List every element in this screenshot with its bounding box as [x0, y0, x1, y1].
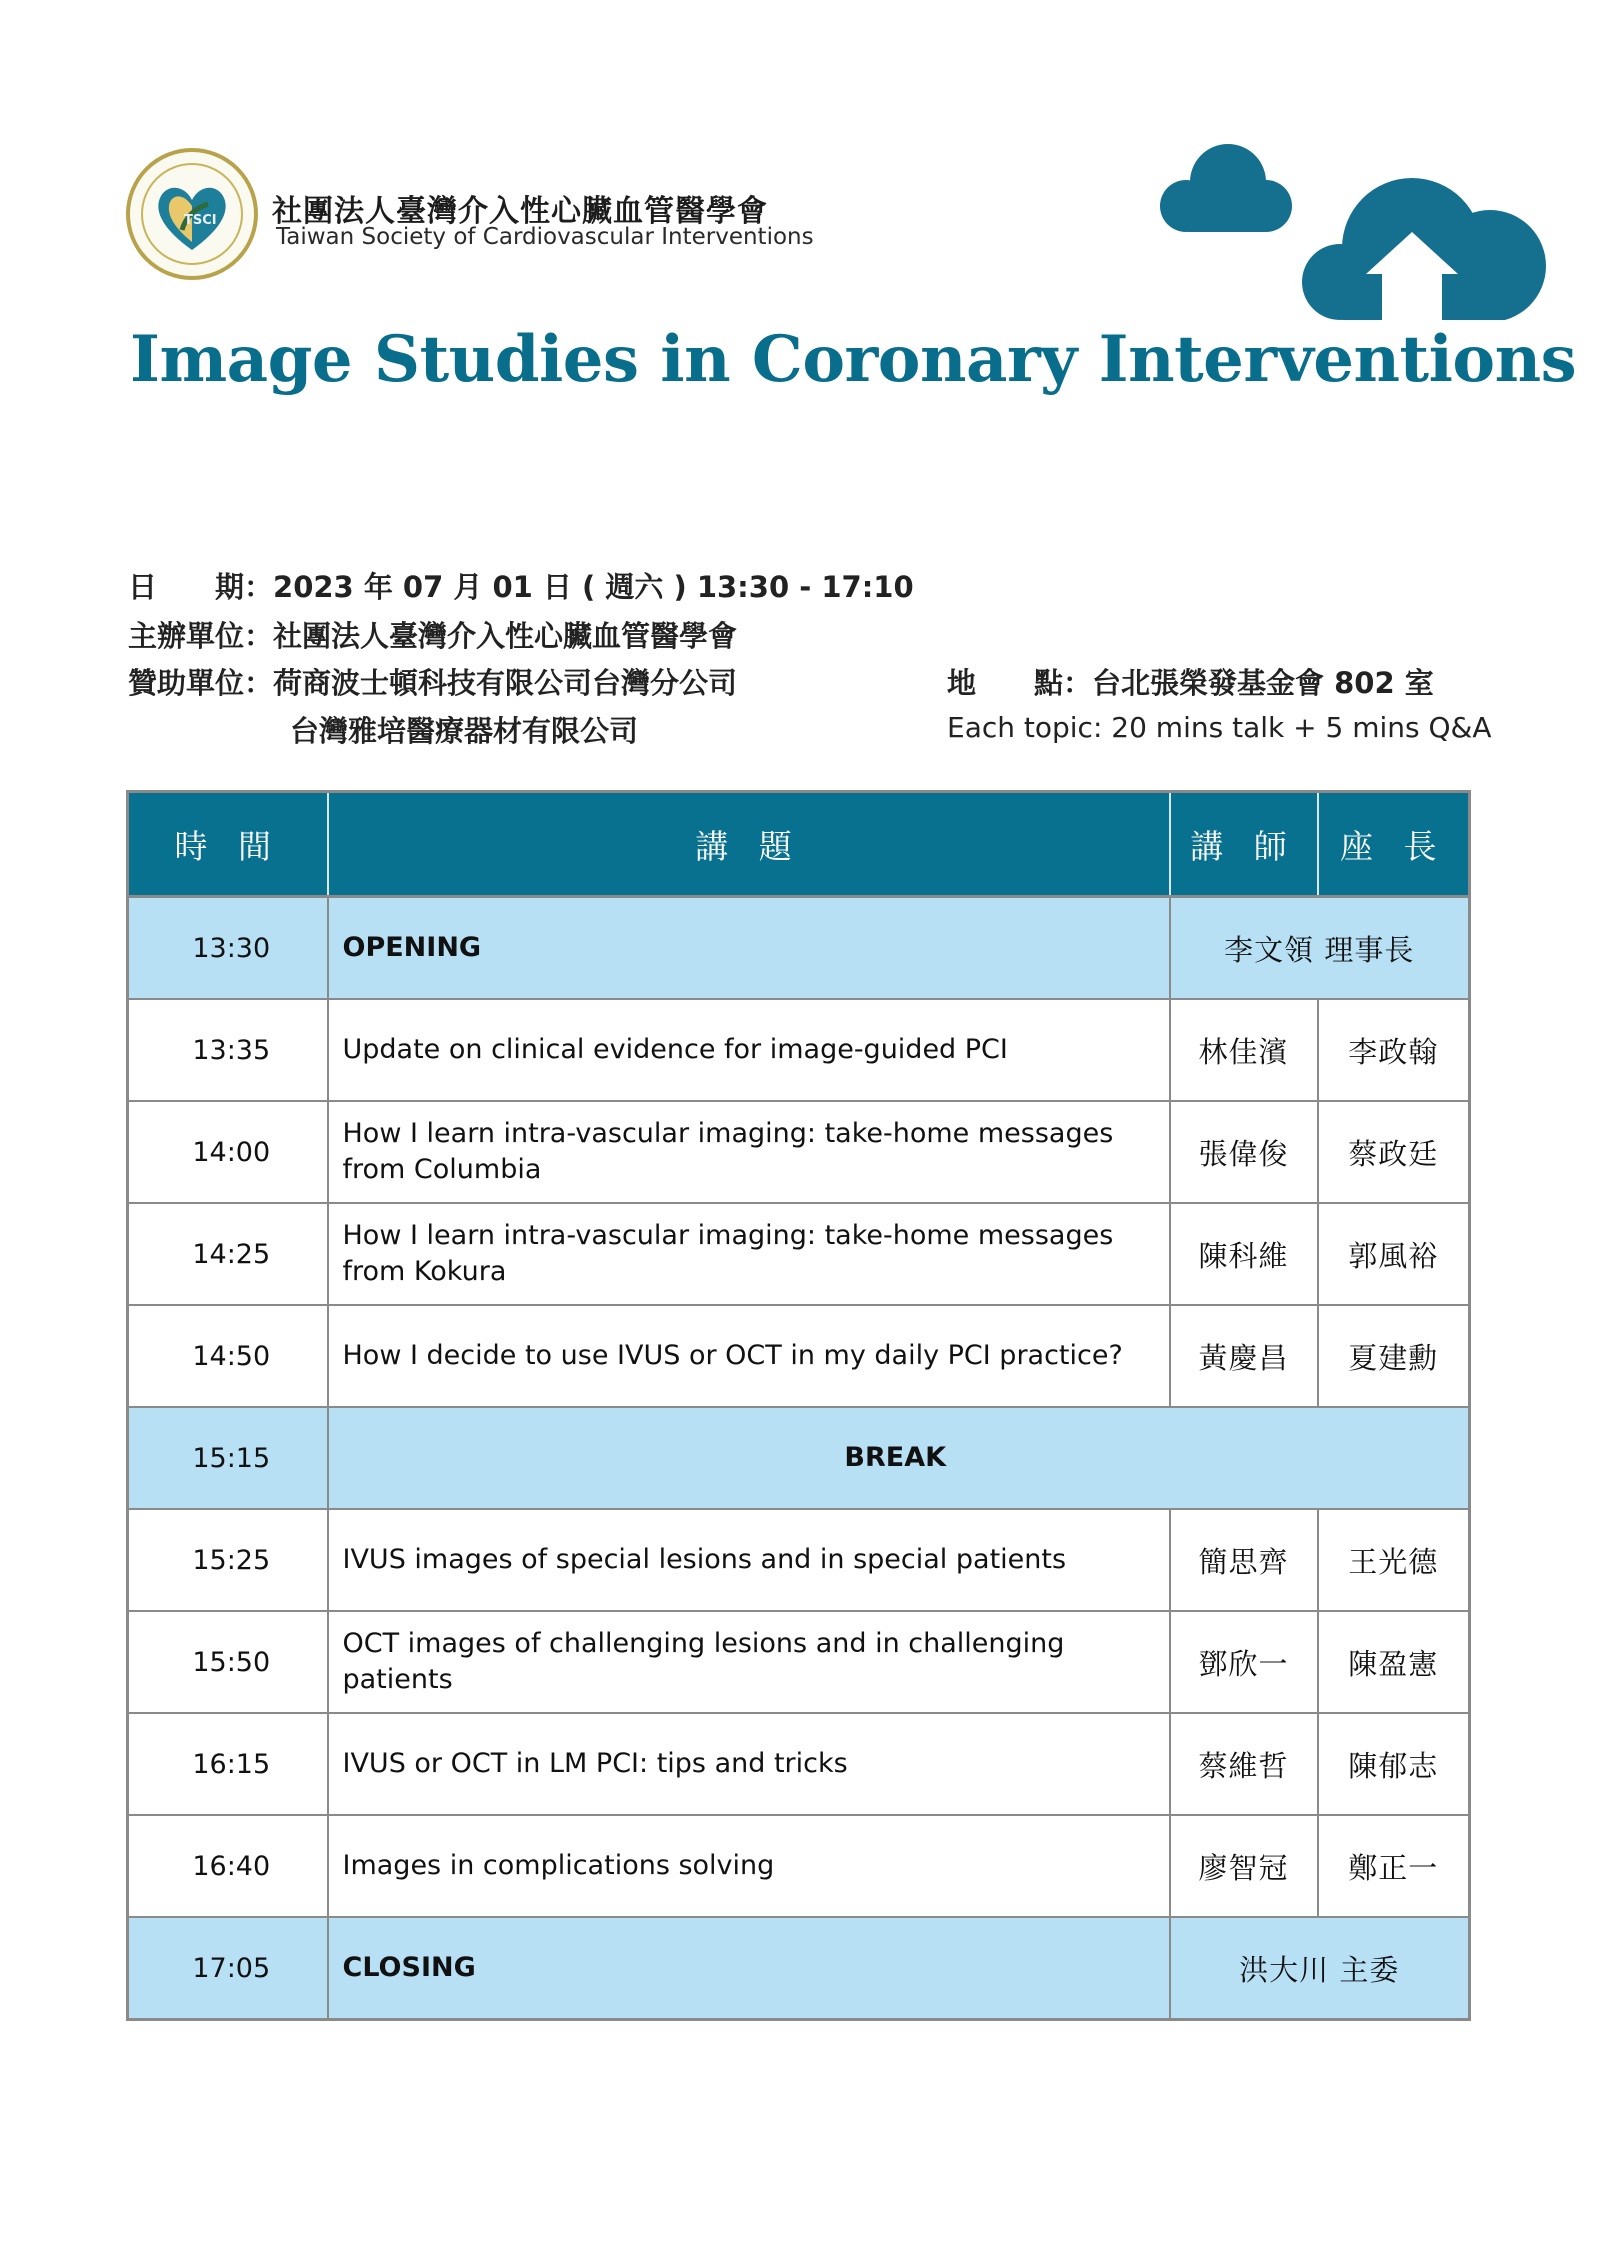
row-host: 洪大川 主委	[1170, 1917, 1470, 2020]
table-row	[128, 1917, 1470, 2020]
schedule-table	[126, 790, 1471, 2021]
sponsor-value-1: 荷商波士頓科技有限公司台灣分公司	[273, 666, 738, 700]
date-value: 2023 年 07 月 01 日 ( 週六 ) 13:30 - 17:10	[273, 570, 914, 604]
cloud-icon	[1150, 140, 1550, 320]
row-chair: 夏建勳	[1318, 1305, 1470, 1407]
table-row	[128, 999, 1470, 1101]
header-topic: 講 題	[328, 792, 1170, 897]
location-value: 台北張榮發基金會 802 室	[1092, 666, 1434, 700]
organizer-label: 主辦單位：	[128, 619, 274, 653]
row-topic: BREAK	[328, 1407, 1470, 1509]
row-topic: IVUS or OCT in LM PCI: tips and tricks	[328, 1713, 1170, 1815]
row-time: 16:15	[128, 1713, 328, 1815]
society-logo-icon	[124, 146, 260, 282]
row-topic: CLOSING	[328, 1917, 1170, 2020]
row-topic: How I learn intra-vascular imaging: take-home messages from Kokura	[328, 1203, 1170, 1305]
row-time: 14:00	[128, 1101, 328, 1203]
row-topic: IVUS images of special lesions and in special patients	[328, 1509, 1170, 1611]
location-label: 地 點：	[947, 666, 1093, 700]
table-row	[128, 1305, 1470, 1407]
row-time: 15:50	[128, 1611, 328, 1713]
row-speaker: 簡思齊	[1170, 1509, 1318, 1611]
row-topic: OPENING	[328, 897, 1170, 1000]
row-time: 14:50	[128, 1305, 328, 1407]
row-time: 14:25	[128, 1203, 328, 1305]
row-chair: 王光德	[1318, 1509, 1470, 1611]
row-speaker: 張偉俊	[1170, 1101, 1318, 1203]
table-row	[128, 897, 1470, 1000]
row-time: 15:25	[128, 1509, 328, 1611]
row-time: 13:35	[128, 999, 328, 1101]
row-host: 李文領 理事長	[1170, 897, 1470, 1000]
sponsor-row	[128, 661, 737, 702]
row-chair: 陳郁志	[1318, 1713, 1470, 1815]
table-row	[128, 1611, 1470, 1713]
row-speaker: 廖智冠	[1170, 1815, 1318, 1917]
row-topic: Images in complications solving	[328, 1815, 1170, 1917]
table-header-row	[128, 792, 1470, 897]
table-row	[128, 1101, 1470, 1203]
row-chair: 蔡政廷	[1318, 1101, 1470, 1203]
row-topic: OCT images of challenging lesions and in challenging patients	[328, 1611, 1170, 1713]
row-speaker: 鄧欣一	[1170, 1611, 1318, 1713]
row-chair: 李政翰	[1318, 999, 1470, 1101]
row-speaker: 陳科維	[1170, 1203, 1318, 1305]
header-speaker: 講 師	[1170, 792, 1318, 897]
org-name-en: Taiwan Society of Cardiovascular Interventions	[276, 224, 814, 250]
svg-text:TSCI: TSCI	[184, 213, 217, 228]
row-chair: 郭風裕	[1318, 1203, 1470, 1305]
header-chair: 座 長	[1318, 792, 1470, 897]
row-speaker: 林佳濱	[1170, 999, 1318, 1101]
row-time: 17:05	[128, 1917, 328, 2020]
row-speaker: 蔡維哲	[1170, 1713, 1318, 1815]
organizer-row	[128, 614, 737, 655]
org-name-cn: 社團法人臺灣介入性心臟血管醫學會	[272, 194, 768, 229]
table-row	[128, 1713, 1470, 1815]
topic-note: Each topic: 20 mins talk + 5 mins Q&A	[947, 711, 1492, 744]
page-title: Image Studies in Coronary Interventions	[130, 322, 1577, 397]
table-row	[128, 1407, 1470, 1509]
sponsor-label: 贊助單位：	[128, 666, 274, 700]
row-time: 13:30	[128, 897, 328, 1000]
row-topic: How I decide to use IVUS or OCT in my daily PCI practice?	[328, 1305, 1170, 1407]
date-label: 日 期：	[128, 570, 274, 604]
row-time: 15:15	[128, 1407, 328, 1509]
table-row	[128, 1203, 1470, 1305]
row-chair: 鄭正一	[1318, 1815, 1470, 1917]
date-row	[128, 565, 914, 606]
header-time: 時 間	[128, 792, 328, 897]
row-topic: How I learn intra-vascular imaging: take-home messages from Columbia	[328, 1101, 1170, 1203]
row-chair: 陳盈憲	[1318, 1611, 1470, 1713]
row-speaker: 黃慶昌	[1170, 1305, 1318, 1407]
location-row	[947, 661, 1434, 702]
row-time: 16:40	[128, 1815, 328, 1917]
organizer-value: 社團法人臺灣介入性心臟血管醫學會	[273, 619, 738, 653]
sponsor-value-2: 台灣雅培醫療器材有限公司	[290, 714, 639, 748]
table-row	[128, 1509, 1470, 1611]
row-topic: Update on clinical evidence for image-guided PCI	[328, 999, 1170, 1101]
table-row	[128, 1815, 1470, 1917]
